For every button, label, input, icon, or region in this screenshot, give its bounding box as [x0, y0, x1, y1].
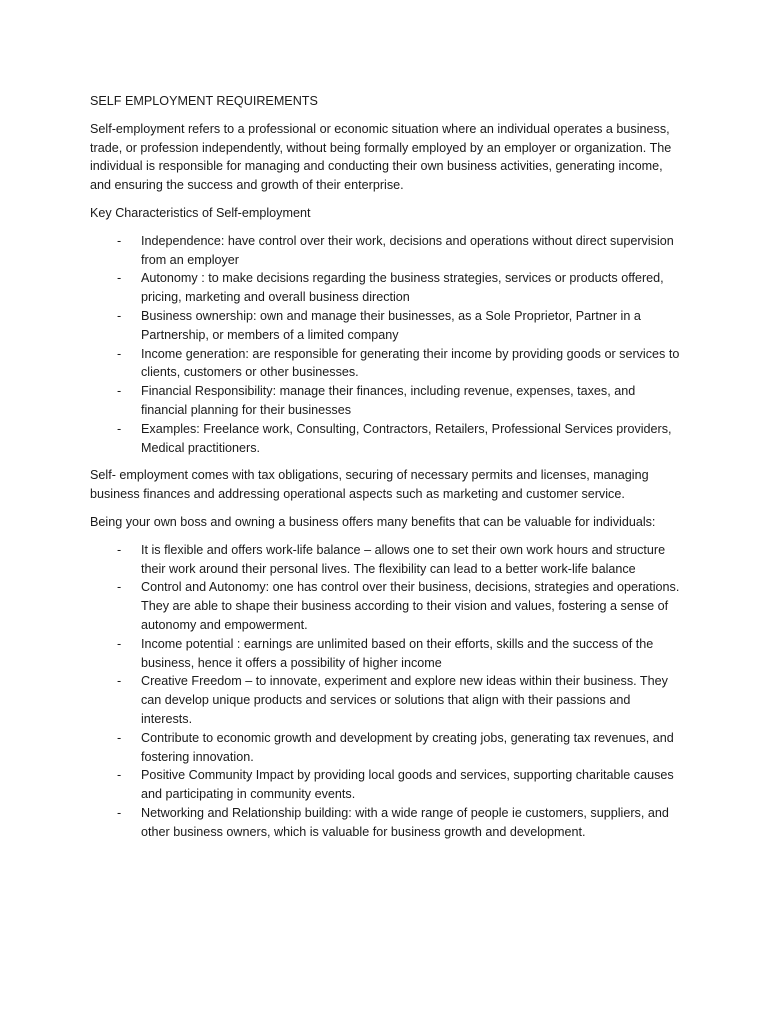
list-item-text: Independence: have control over their work, decisions and operations without direct supervision from an employer — [141, 233, 674, 267]
bullet-dash: - — [117, 768, 122, 783]
list-item-text: Control and Autonomy: one has control over their business, decisions, strategies and operations. They are able to shape their business according to their vision and values, fostering a sense of autonomy and empowerment. — [141, 580, 680, 632]
bullet-dash: - — [117, 233, 122, 248]
list-item — [90, 345, 680, 383]
bullet-dash: - — [117, 580, 122, 595]
list-item — [90, 232, 680, 270]
list-item-text: Autonomy : to make decisions regarding the business strategies, services or products offered, pricing, marketing and overall business direction — [141, 271, 664, 305]
list-item-text: Contribute to economic growth and development by creating jobs, generating tax revenues, and fostering innovation. — [141, 730, 674, 764]
list-item — [90, 635, 680, 673]
list-item-text: Business ownership: own and manage their businesses, as a Sole Proprietor, Partner in a Partnership, or members of a limited company — [141, 308, 641, 342]
list-item-text: Positive Community Impact by providing local goods and services, supporting charitable causes and participating in community events. — [141, 768, 674, 802]
list-item — [90, 578, 680, 634]
benefits-intro: Being your own boss and owning a business offers many benefits that can be valuable for individuals: — [90, 514, 656, 529]
bullet-dash: - — [117, 384, 122, 399]
bullet-dash: - — [117, 730, 122, 745]
bullet-dash: - — [117, 346, 122, 361]
bullet-dash: - — [117, 674, 122, 689]
characteristics-list — [90, 232, 680, 458]
list-item — [90, 729, 680, 767]
list-item — [90, 269, 680, 307]
list-item — [90, 541, 680, 579]
list-item-text: Creative Freedom – to innovate, experiment and explore new ideas within their business. They can develop unique products and services or solutions that align with their passions and interests. — [141, 674, 668, 726]
list-item — [90, 672, 680, 728]
list-item — [90, 382, 680, 420]
list-item — [90, 420, 680, 458]
list-item — [90, 766, 680, 804]
bullet-dash: - — [117, 421, 122, 436]
bullet-dash: - — [117, 271, 122, 286]
list-item-text: Income potential : earnings are unlimited based on their efforts, skills and the success of the business, hence it offers a possibility of higher income — [141, 636, 654, 670]
benefits-list — [90, 541, 680, 842]
bullet-dash: - — [117, 805, 122, 820]
document-page — [90, 92, 680, 850]
intro-paragraph: Self-employment refers to a professional or economic situation where an individual operates a business, trade, or profession independently, without being formally employed by an employer or organization. The individual is responsible for managing and conducting their own business activities, generating income, and ensuring the success and growth of their enterprise. — [90, 121, 672, 193]
list-item-text: Income generation: are responsible for generating their income by providing goods or services to clients, customers or other businesses. — [141, 346, 680, 380]
obligations-paragraph: Self- employment comes with tax obligations, securing of necessary permits and licenses, managing business finances and addressing operational aspects such as marketing and customer service. — [90, 468, 649, 502]
list-item-text: Examples: Freelance work, Consulting, Contractors, Retailers, Professional Services providers, Medical practitioners. — [141, 421, 672, 455]
document-title: SELF EMPLOYMENT REQUIREMENTS — [90, 94, 318, 108]
list-item — [90, 307, 680, 345]
bullet-dash: - — [117, 308, 122, 323]
list-item-text: Financial Responsibility: manage their finances, including revenue, expenses, taxes, and financial planning for their businesses — [141, 384, 636, 417]
list-item-text: Networking and Relationship building: with a wide range of people ie customers, suppliers, and other business owners, which is valuable for business growth and development. — [141, 805, 669, 839]
bullet-dash: - — [117, 636, 122, 651]
characteristics-heading: Key Characteristics of Self-employment — [90, 205, 311, 220]
list-item-text: It is flexible and offers work-life balance – allows one to set their own work hours and structure their work around their personal lives. The flexibility can lead to a better work-life balance — [141, 542, 666, 576]
list-item — [90, 804, 680, 842]
bullet-dash: - — [117, 542, 122, 557]
